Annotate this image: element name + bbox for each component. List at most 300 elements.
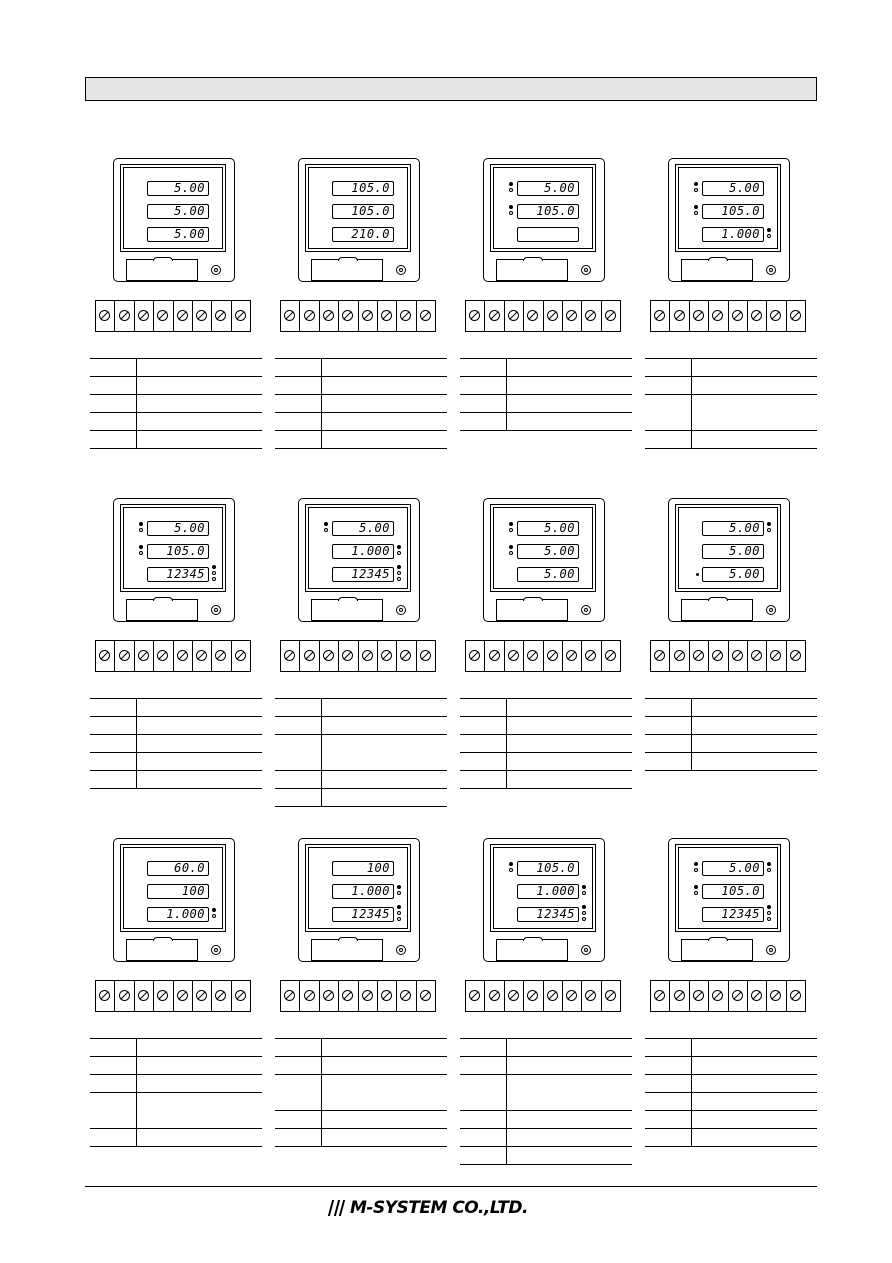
screw-icon bbox=[119, 650, 130, 661]
terminal bbox=[397, 641, 416, 671]
screw-icon bbox=[732, 310, 743, 321]
terminal bbox=[96, 641, 115, 671]
terminal bbox=[466, 641, 485, 671]
screw-icon bbox=[304, 310, 315, 321]
parameter-table bbox=[275, 698, 447, 807]
terminal-block bbox=[95, 640, 251, 672]
adjust-knob-icon bbox=[211, 945, 221, 955]
terminal bbox=[563, 981, 582, 1011]
digital-readout: 105.0 bbox=[702, 204, 764, 219]
screw-icon bbox=[400, 990, 411, 1001]
screw-icon bbox=[284, 310, 295, 321]
front-cover-door bbox=[496, 599, 568, 621]
table-row bbox=[90, 413, 262, 431]
terminal bbox=[174, 641, 193, 671]
terminal bbox=[96, 981, 115, 1011]
footer-rule bbox=[85, 1186, 817, 1187]
digital-readout: 5.00 bbox=[702, 521, 764, 536]
terminal bbox=[232, 301, 250, 331]
screw-icon bbox=[585, 310, 596, 321]
model-cell bbox=[640, 498, 812, 818]
table-row bbox=[90, 1039, 262, 1057]
terminal bbox=[378, 981, 397, 1011]
table-row bbox=[275, 1039, 447, 1057]
digital-readout bbox=[517, 227, 579, 242]
terminal-block bbox=[465, 300, 621, 332]
terminal bbox=[193, 641, 212, 671]
model-cell bbox=[640, 838, 812, 1158]
model-cell bbox=[85, 838, 257, 1158]
display-window bbox=[675, 504, 781, 592]
display-window bbox=[490, 844, 596, 932]
terminal bbox=[767, 641, 786, 671]
parameter-table bbox=[460, 1038, 632, 1165]
terminal bbox=[787, 301, 805, 331]
terminal bbox=[582, 981, 601, 1011]
table-row bbox=[460, 1129, 632, 1147]
terminal bbox=[378, 301, 397, 331]
screw-icon bbox=[362, 990, 373, 1001]
table-row bbox=[275, 413, 447, 431]
adjust-knob-icon bbox=[211, 605, 221, 615]
screw-icon bbox=[547, 990, 558, 1001]
panel-meter-front bbox=[483, 158, 605, 282]
table-row bbox=[275, 431, 447, 449]
terminal bbox=[135, 301, 154, 331]
terminal bbox=[505, 301, 524, 331]
display-window bbox=[490, 504, 596, 592]
screw-icon bbox=[99, 990, 110, 1001]
screw-icon bbox=[420, 990, 431, 1001]
terminal bbox=[485, 301, 504, 331]
adjust-knob-icon bbox=[766, 945, 776, 955]
screw-icon bbox=[790, 650, 801, 661]
table-row bbox=[275, 699, 447, 717]
terminal bbox=[115, 981, 134, 1011]
display-window bbox=[120, 164, 226, 252]
digital-readout: 12345 bbox=[517, 907, 579, 922]
terminal bbox=[651, 981, 670, 1011]
table-row bbox=[460, 1111, 632, 1129]
table-row bbox=[460, 1039, 632, 1057]
digital-readout: 105.0 bbox=[517, 861, 579, 876]
terminal-block bbox=[650, 980, 806, 1012]
table-row bbox=[645, 699, 817, 717]
screw-icon bbox=[304, 650, 315, 661]
panel-meter-front bbox=[298, 158, 420, 282]
table-row bbox=[90, 1075, 262, 1093]
status-led-indicator bbox=[765, 522, 775, 536]
table-row bbox=[460, 377, 632, 395]
front-cover-door bbox=[311, 259, 383, 281]
screw-icon bbox=[770, 310, 781, 321]
screw-icon bbox=[177, 990, 188, 1001]
terminal bbox=[767, 981, 786, 1011]
digital-readout: 12345 bbox=[332, 907, 394, 922]
table-row bbox=[90, 1057, 262, 1075]
adjust-knob-icon bbox=[396, 605, 406, 615]
terminal bbox=[670, 301, 689, 331]
table-row bbox=[460, 359, 632, 377]
terminal bbox=[466, 301, 485, 331]
screw-icon bbox=[547, 310, 558, 321]
digital-readout: 5.00 bbox=[517, 544, 579, 559]
front-cover-door bbox=[126, 259, 198, 281]
terminal bbox=[563, 301, 582, 331]
terminal bbox=[397, 301, 416, 331]
screw-icon bbox=[138, 650, 149, 661]
screw-icon bbox=[99, 650, 110, 661]
screw-icon bbox=[381, 310, 392, 321]
terminal bbox=[115, 301, 134, 331]
table-row bbox=[645, 1075, 817, 1093]
panel-meter-front bbox=[298, 498, 420, 622]
status-led-indicator bbox=[692, 182, 702, 196]
digital-readout: 1.000 bbox=[332, 884, 394, 899]
parameter-table bbox=[90, 358, 262, 449]
screw-icon bbox=[381, 650, 392, 661]
digital-readout: 1.000 bbox=[702, 227, 764, 242]
digital-readout: 100 bbox=[147, 884, 209, 899]
status-led-indicator bbox=[507, 522, 517, 536]
terminal bbox=[505, 641, 524, 671]
terminal bbox=[320, 301, 339, 331]
digital-readout: 5.00 bbox=[702, 861, 764, 876]
table-row bbox=[90, 377, 262, 395]
terminal bbox=[582, 301, 601, 331]
digital-readout: 1.000 bbox=[332, 544, 394, 559]
status-led-indicator bbox=[507, 545, 517, 559]
screw-icon bbox=[585, 650, 596, 661]
front-cover-door bbox=[496, 939, 568, 961]
display-window bbox=[490, 164, 596, 252]
screw-icon bbox=[400, 650, 411, 661]
section-header-bar bbox=[85, 77, 817, 101]
terminal bbox=[212, 641, 231, 671]
terminal bbox=[300, 981, 319, 1011]
screw-icon bbox=[654, 310, 665, 321]
screw-icon bbox=[712, 990, 723, 1001]
screw-icon bbox=[674, 990, 685, 1001]
digital-readout: 60.0 bbox=[147, 861, 209, 876]
panel-meter-front bbox=[668, 838, 790, 962]
terminal bbox=[651, 641, 670, 671]
screw-icon bbox=[527, 310, 538, 321]
terminal bbox=[709, 301, 728, 331]
screw-icon bbox=[527, 650, 538, 661]
table-row bbox=[645, 1111, 817, 1129]
status-led-indicator bbox=[765, 862, 775, 876]
adjust-knob-icon bbox=[766, 265, 776, 275]
screw-icon bbox=[235, 990, 246, 1001]
table-row bbox=[460, 1075, 632, 1111]
terminal bbox=[193, 301, 212, 331]
status-led-indicator bbox=[210, 565, 220, 579]
status-led-indicator bbox=[395, 545, 405, 559]
terminal bbox=[582, 641, 601, 671]
terminal bbox=[320, 981, 339, 1011]
screw-icon bbox=[215, 310, 226, 321]
parameter-table bbox=[460, 358, 632, 431]
table-row bbox=[460, 753, 632, 771]
model-cell bbox=[270, 838, 442, 1158]
display-window bbox=[305, 504, 411, 592]
table-row bbox=[275, 377, 447, 395]
status-led-indicator bbox=[507, 182, 517, 196]
screw-icon bbox=[732, 990, 743, 1001]
terminal bbox=[729, 301, 748, 331]
screw-icon bbox=[381, 990, 392, 1001]
screw-icon bbox=[284, 650, 295, 661]
table-row bbox=[645, 377, 817, 395]
terminal bbox=[154, 301, 173, 331]
model-cell bbox=[270, 498, 442, 818]
table-row bbox=[645, 753, 817, 771]
screw-icon bbox=[342, 650, 353, 661]
screw-icon bbox=[469, 650, 480, 661]
front-cover-door bbox=[126, 599, 198, 621]
screw-icon bbox=[157, 310, 168, 321]
table-row bbox=[275, 1111, 447, 1129]
panel-meter-front bbox=[668, 158, 790, 282]
adjust-knob-icon bbox=[581, 945, 591, 955]
parameter-table bbox=[645, 358, 817, 449]
display-window bbox=[675, 844, 781, 932]
screw-icon bbox=[157, 990, 168, 1001]
adjust-knob-icon bbox=[581, 605, 591, 615]
terminal bbox=[281, 981, 300, 1011]
parameter-table bbox=[645, 698, 817, 771]
terminal-block bbox=[650, 300, 806, 332]
table-row bbox=[645, 717, 817, 735]
screw-icon bbox=[362, 310, 373, 321]
terminal-block bbox=[280, 980, 436, 1012]
digital-readout: 5.00 bbox=[702, 181, 764, 196]
terminal bbox=[485, 641, 504, 671]
terminal-block bbox=[650, 640, 806, 672]
terminal bbox=[748, 641, 767, 671]
terminal bbox=[524, 981, 543, 1011]
terminal bbox=[690, 641, 709, 671]
adjust-knob-icon bbox=[211, 265, 221, 275]
panel-meter-front bbox=[483, 498, 605, 622]
screw-icon bbox=[362, 650, 373, 661]
terminal bbox=[748, 301, 767, 331]
terminal bbox=[154, 641, 173, 671]
screw-icon bbox=[215, 990, 226, 1001]
terminal bbox=[544, 641, 563, 671]
screw-icon bbox=[508, 310, 519, 321]
terminal-block bbox=[95, 300, 251, 332]
status-led-indicator bbox=[507, 862, 517, 876]
screw-icon bbox=[654, 990, 665, 1001]
terminal-block bbox=[95, 980, 251, 1012]
table-row bbox=[90, 735, 262, 753]
terminal bbox=[787, 641, 805, 671]
table-row bbox=[275, 1057, 447, 1075]
screw-icon bbox=[732, 650, 743, 661]
table-row bbox=[90, 431, 262, 449]
terminal bbox=[359, 301, 378, 331]
parameter-table bbox=[275, 358, 447, 449]
screw-icon bbox=[99, 310, 110, 321]
panel-meter-front bbox=[113, 158, 235, 282]
digital-readout: 105.0 bbox=[147, 544, 209, 559]
terminal bbox=[767, 301, 786, 331]
terminal bbox=[670, 981, 689, 1011]
screw-icon bbox=[770, 990, 781, 1001]
table-row bbox=[460, 1147, 632, 1165]
digital-readout: 105.0 bbox=[517, 204, 579, 219]
terminal bbox=[602, 981, 620, 1011]
terminal bbox=[602, 641, 620, 671]
screw-icon bbox=[489, 650, 500, 661]
screw-icon bbox=[605, 990, 616, 1001]
table-row bbox=[645, 359, 817, 377]
screw-icon bbox=[605, 650, 616, 661]
terminal bbox=[135, 981, 154, 1011]
terminal bbox=[417, 641, 435, 671]
terminal bbox=[729, 641, 748, 671]
table-row bbox=[90, 1129, 262, 1147]
screw-icon bbox=[235, 650, 246, 661]
terminal bbox=[563, 641, 582, 671]
indicator-dot bbox=[696, 573, 699, 576]
terminal bbox=[787, 981, 805, 1011]
screw-icon bbox=[119, 310, 130, 321]
terminal bbox=[505, 981, 524, 1011]
table-row bbox=[460, 413, 632, 431]
front-cover-door bbox=[496, 259, 568, 281]
digital-readout: 5.00 bbox=[147, 521, 209, 536]
display-window bbox=[305, 164, 411, 252]
screw-icon bbox=[304, 990, 315, 1001]
table-row bbox=[460, 699, 632, 717]
terminal bbox=[96, 301, 115, 331]
terminal bbox=[359, 981, 378, 1011]
screw-icon bbox=[566, 650, 577, 661]
terminal bbox=[320, 641, 339, 671]
display-window bbox=[120, 844, 226, 932]
terminal bbox=[378, 641, 397, 671]
screw-icon bbox=[585, 990, 596, 1001]
terminal bbox=[466, 981, 485, 1011]
status-led-indicator bbox=[137, 545, 147, 559]
terminal bbox=[690, 981, 709, 1011]
parameter-table bbox=[90, 1038, 262, 1147]
company-name: M-SYSTEM CO.,LTD. bbox=[350, 1198, 528, 1218]
screw-icon bbox=[693, 990, 704, 1001]
table-row bbox=[90, 753, 262, 771]
digital-readout: 5.00 bbox=[702, 567, 764, 582]
screw-icon bbox=[138, 310, 149, 321]
table-row bbox=[460, 717, 632, 735]
screw-icon bbox=[323, 650, 334, 661]
status-led-indicator bbox=[507, 205, 517, 219]
front-cover-door bbox=[311, 599, 383, 621]
status-led-indicator bbox=[765, 905, 775, 919]
screw-icon bbox=[196, 310, 207, 321]
terminal bbox=[281, 641, 300, 671]
screw-icon bbox=[215, 650, 226, 661]
table-row bbox=[90, 1093, 262, 1129]
digital-readout: 5.00 bbox=[702, 544, 764, 559]
model-cell bbox=[85, 498, 257, 818]
terminal bbox=[417, 981, 435, 1011]
screw-icon bbox=[196, 650, 207, 661]
parameter-table bbox=[460, 698, 632, 789]
table-row bbox=[460, 395, 632, 413]
terminal bbox=[602, 301, 620, 331]
front-cover-door bbox=[681, 599, 753, 621]
screw-icon bbox=[196, 990, 207, 1001]
screw-icon bbox=[712, 310, 723, 321]
terminal bbox=[174, 981, 193, 1011]
status-led-indicator bbox=[322, 522, 332, 536]
table-row bbox=[460, 1057, 632, 1075]
display-window bbox=[305, 844, 411, 932]
panel-meter-front bbox=[483, 838, 605, 962]
table-row bbox=[645, 395, 817, 431]
table-row bbox=[275, 1129, 447, 1147]
status-led-indicator bbox=[692, 205, 702, 219]
adjust-knob-icon bbox=[396, 945, 406, 955]
screw-icon bbox=[790, 310, 801, 321]
model-cell bbox=[85, 158, 257, 478]
model-cell bbox=[455, 158, 627, 478]
terminal bbox=[729, 981, 748, 1011]
digital-readout: 5.00 bbox=[517, 567, 579, 582]
screw-icon bbox=[284, 990, 295, 1001]
table-row bbox=[90, 717, 262, 735]
screw-icon bbox=[508, 650, 519, 661]
company-logo bbox=[330, 1198, 528, 1218]
terminal bbox=[135, 641, 154, 671]
digital-readout: 12345 bbox=[702, 907, 764, 922]
panel-meter-front bbox=[113, 838, 235, 962]
status-led-indicator bbox=[692, 862, 702, 876]
table-row bbox=[90, 699, 262, 717]
table-row bbox=[275, 1075, 447, 1111]
table-row bbox=[275, 771, 447, 789]
terminal bbox=[417, 301, 435, 331]
screw-icon bbox=[566, 310, 577, 321]
adjust-knob-icon bbox=[396, 265, 406, 275]
digital-readout: 5.00 bbox=[147, 181, 209, 196]
screw-icon bbox=[751, 990, 762, 1001]
terminal bbox=[212, 981, 231, 1011]
screw-icon bbox=[400, 310, 411, 321]
adjust-knob-icon bbox=[581, 265, 591, 275]
panel-meter-front bbox=[113, 498, 235, 622]
terminal bbox=[524, 301, 543, 331]
screw-icon bbox=[469, 990, 480, 1001]
terminal bbox=[690, 301, 709, 331]
screw-icon bbox=[751, 310, 762, 321]
screw-icon bbox=[674, 650, 685, 661]
screw-icon bbox=[770, 650, 781, 661]
digital-readout: 5.00 bbox=[147, 204, 209, 219]
panel-meter-front bbox=[668, 498, 790, 622]
table-row bbox=[275, 717, 447, 735]
screw-icon bbox=[323, 310, 334, 321]
screw-icon bbox=[489, 310, 500, 321]
table-row bbox=[275, 789, 447, 807]
terminal bbox=[485, 981, 504, 1011]
front-cover-door bbox=[681, 259, 753, 281]
screw-icon bbox=[469, 310, 480, 321]
terminal bbox=[544, 981, 563, 1011]
